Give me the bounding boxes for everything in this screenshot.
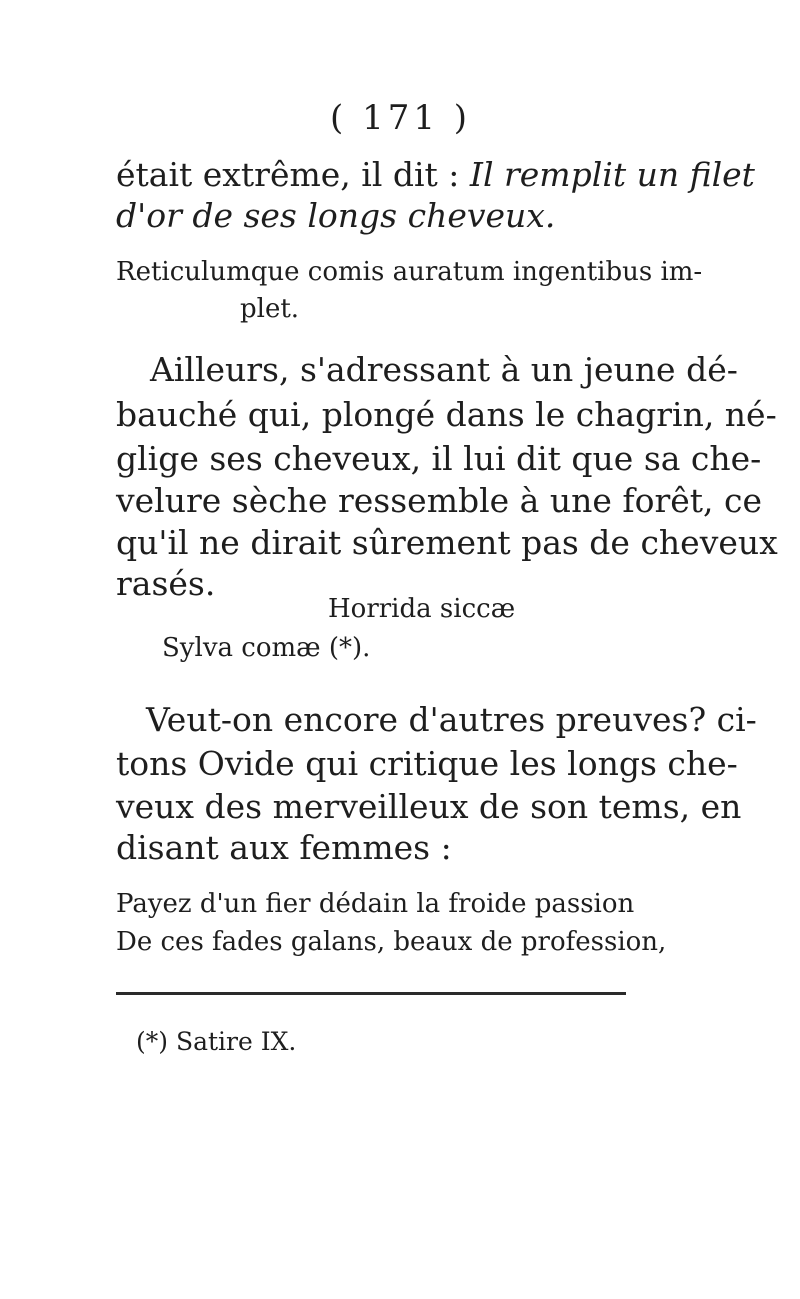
page-number: ( 171 ) — [330, 98, 472, 138]
opening-line-1-italic: Il remplit un filet — [469, 155, 755, 194]
opening-line-1-normal: était extrême, il dit : — [116, 155, 470, 194]
french-verse-line-2: De ces fades galans, beaux de profession, — [116, 927, 667, 957]
paragraph1-line-3: glige ses cheveux, il lui dit que sa che- — [116, 439, 762, 478]
opening-line-1 — [116, 155, 755, 194]
footnote-rule — [116, 992, 626, 995]
french-verse-line-1: Payez d'un fier dédain la froide passion — [116, 889, 635, 919]
paragraph1-line-6: rasés. — [116, 564, 216, 603]
latin-quote-line-2: plet. — [240, 294, 300, 324]
paragraph2-line-3: veux des merveilleux de son tems, en — [116, 787, 742, 826]
paragraph2-line-4: disant aux femmes : — [116, 828, 452, 867]
verse-quote-line-1: Horrida siccæ — [328, 594, 516, 624]
footnote: (*) Satire IX. — [136, 1027, 297, 1056]
verse-quote-line-2: Sylva comæ (*). — [162, 633, 371, 663]
paragraph2-line-1: Veut-on encore d'autres preuves? ci- — [146, 700, 757, 739]
paragraph1-line-1: Ailleurs, s'adressant à un jeune dé- — [150, 350, 738, 389]
paragraph1-line-4: velure sèche ressemble à une forêt, ce — [116, 481, 763, 520]
paragraph2-line-2: tons Ovide qui critique les longs che- — [116, 744, 738, 783]
opening-line-2: d'or de ses longs cheveux. — [116, 196, 556, 235]
paragraph1-line-2: bauché qui, plongé dans le chagrin, né- — [116, 395, 777, 434]
latin-quote-line-1: Reticulumque comis auratum ingentibus im- — [116, 257, 703, 287]
paragraph1-line-5: qu'il ne dirait sûrement pas de cheveux — [116, 523, 778, 562]
